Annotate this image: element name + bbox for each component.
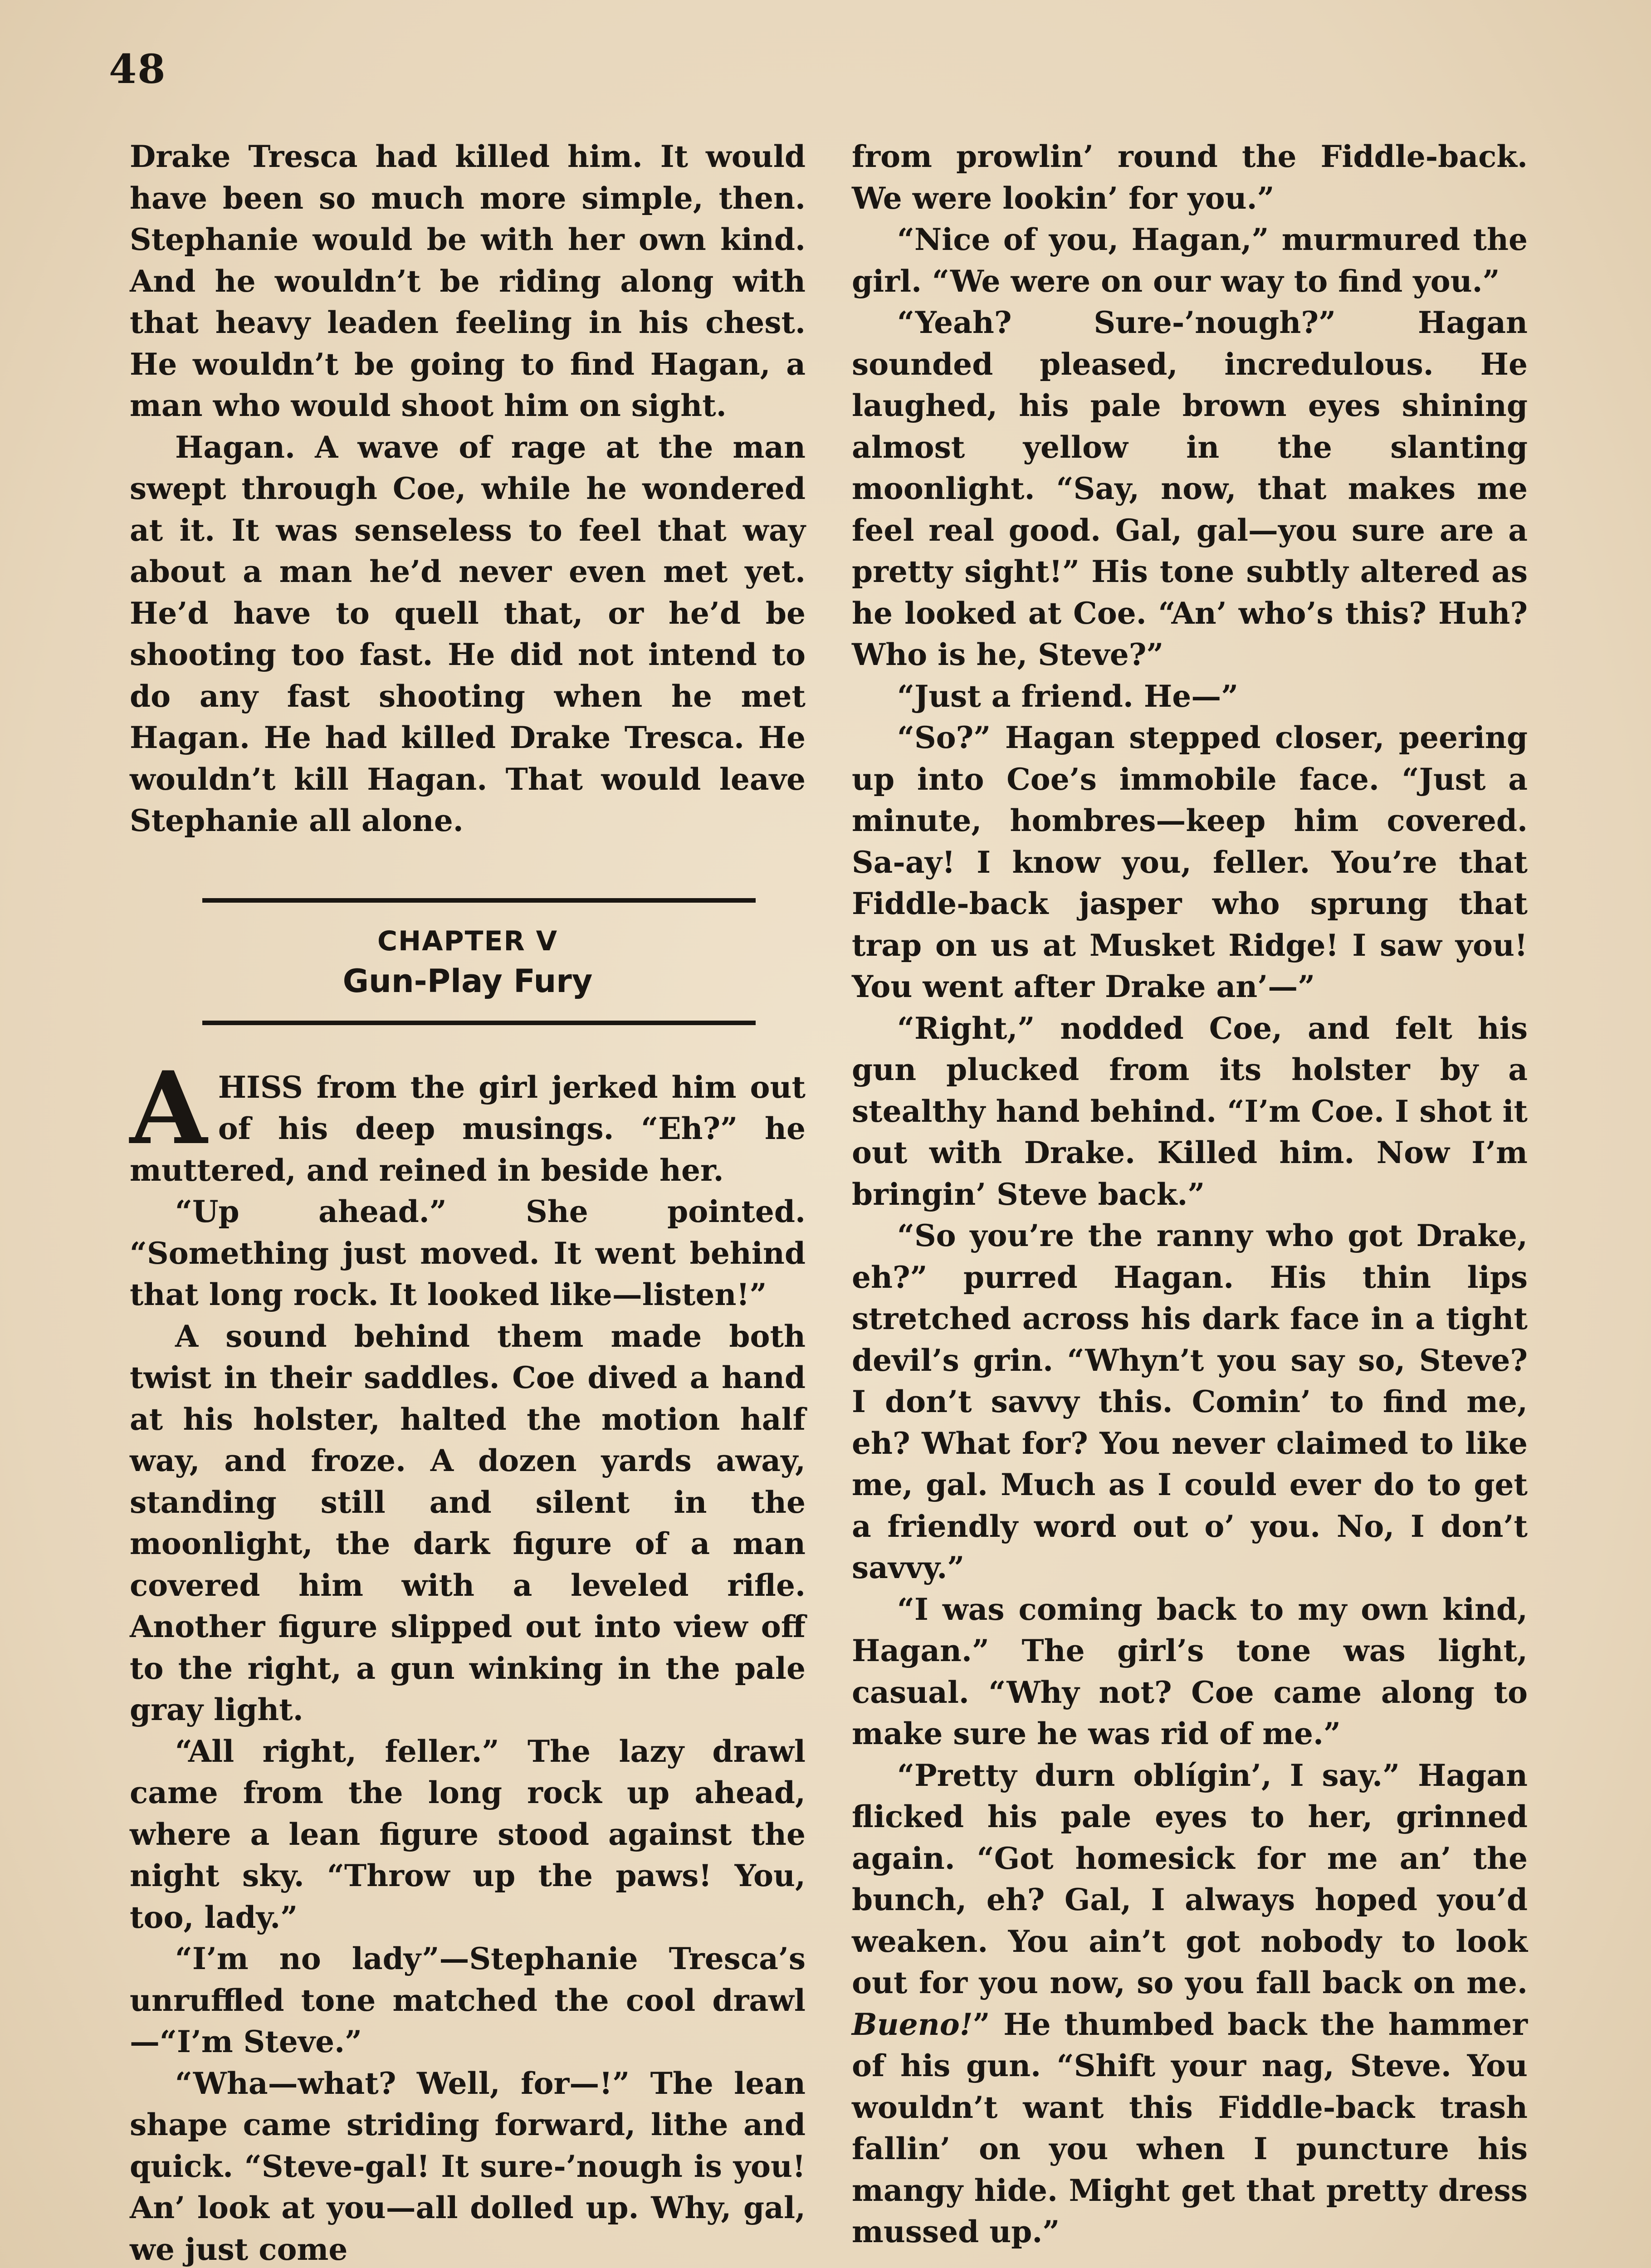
paragraph-continuation: from prowlin’ round the Fiddle-back. We were lookin’ for you.” bbox=[852, 139, 1528, 216]
paragraph: Hagan. A wave of rage at the man swept through Coe, while he wondered at it. It was senseless to feel that way about a man he’d never even met yet. He’d have to quell that, or he’d be shooting too fast. He did not intend to do any fast shooting when he met Hagan. He had killed Drake Tresca. He wouldn’t kill Hagan. That would leave Stephanie all alone. bbox=[130, 429, 806, 838]
paragraph: “Just a friend. He—” bbox=[897, 678, 1239, 714]
paragraph: “Nice of you, Hagan,” murmured the girl. “We were on our way to find you.” bbox=[852, 222, 1528, 299]
paragraph bbox=[852, 1755, 1528, 2253]
paragraph: “Up ahead.” She pointed. “Something just moved. It went behind that long rock. It looked like—listen!” bbox=[130, 1194, 806, 1312]
paragraph: Drake Tresca had killed him. It would have been so much more simple, then. Stephanie would be with her own kind. And he wouldn’t be riding along with that heavy leaden feeling in his chest. He wouldn’t be going to find Hagan, a man who would shoot him on sight. bbox=[130, 139, 806, 423]
right-column bbox=[852, 136, 1528, 2253]
chapter-opening-paragraph bbox=[130, 1049, 806, 1192]
drop-cap: A bbox=[130, 1049, 207, 1167]
paragraph: “I was coming back to my own kind, Hagan.” The girl’s tone was light, casual. “Why not? Coe came along to make sure he was rid of me.” bbox=[852, 1591, 1528, 1751]
opening-text: HISS from the girl jerked him out of his deep musings. “Eh?” he muttered, and reined in beside her. bbox=[130, 1069, 806, 1188]
chapter-rule-top bbox=[202, 898, 756, 903]
chapter-heading bbox=[130, 898, 806, 1025]
chapter-title: Gun-Play Fury bbox=[342, 962, 593, 1000]
chapter-number: CHAPTER V bbox=[377, 925, 558, 957]
chapter-rule-bottom bbox=[202, 1021, 756, 1025]
paragraph: “So?” Hagan stepped closer, peering up into Coe’s immobile face. “Just a minute, hombres—keep him covered. Sa-ay! I know you, feller. You’re that Fiddle-back jasper who sprung that trap on us at Musket Ridge! I saw you! You went after Drake an’—” bbox=[852, 720, 1528, 1004]
paragraph-text: “Pretty durn oblígin’, I say.” Hagan flicked his pale eyes to her, grinned again. “Got homesick for me an’ the bunch, eh? Gal, I always hoped you’d weaken. You ain’t got nobody to look out for you now, so you fall back on me. bbox=[852, 1757, 1528, 2000]
paragraph: A sound behind them made both twist in their saddles. Coe dived a hand at his holster, halted the motion half way, and froze. A dozen yards away, standing still and silent in the moonlight, the dark figure of a man covered him with a leveled rifle. Another figure slipped out into view off to the right, a gun winking in the pale gray light. bbox=[130, 1318, 806, 1727]
paragraph: “Yeah? Sure-’nough?” Hagan sounded pleased, incredulous. He laughed, his pale brown eyes shining almost yellow in the slanting moonlight. “Say, now, that makes me feel real good. Gal, gal—you sure are a pretty sight!” His tone subtly altered as he looked at Coe. “An’ who’s this? Huh? Who is he, Steve?” bbox=[852, 305, 1528, 672]
paragraph-text: ” He thumbed back the hammer of his gun. “Shift your nag, Steve. You wouldn’t want this Fiddle-back trash fallin’ on you when I puncture his mangy hide. Might get that pretty dress mussed up.” bbox=[852, 2006, 1528, 2249]
paragraph: “Wha—what? Well, for—!” The lean shape came striding forward, lithe and quick. “Steve-gal! It sure-’nough is you! An’ look at you—all dolled up. Why, gal, we just come bbox=[130, 2065, 806, 2267]
paragraph: “All right, feller.” The lazy drawl came from the long rock up ahead, where a lean figure stood against the night sky. “Throw up the paws! You, too, lady.” bbox=[130, 1733, 806, 1935]
left-column bbox=[130, 136, 806, 2268]
paragraph: “So you’re the ranny who got Drake, eh?” purred Hagan. His thin lips stretched across his dark face in a tight devil’s grin. “Whyn’t you say so, Steve? I don’t savvy this. Comin’ to find me, eh? What for? You never claimed to like me, gal. Much as I could ever do to get a friendly word out o’ you. No, I don’t savvy.” bbox=[852, 1218, 1528, 1585]
page-number: 48 bbox=[109, 45, 166, 93]
paragraph: “I’m no lady”—Stephanie Tresca’s unruffled tone matched the cool drawl —“I’m Steve.” bbox=[130, 1941, 806, 2059]
paragraph: “Right,” nodded Coe, and felt his gun plucked from its holster by a stealthy hand behind. “I’m Coe. I shot it out with Drake. Killed him. Now I’m bringin’ Steve back.” bbox=[852, 1010, 1528, 1212]
italic-word: Bueno! bbox=[852, 2006, 973, 2042]
